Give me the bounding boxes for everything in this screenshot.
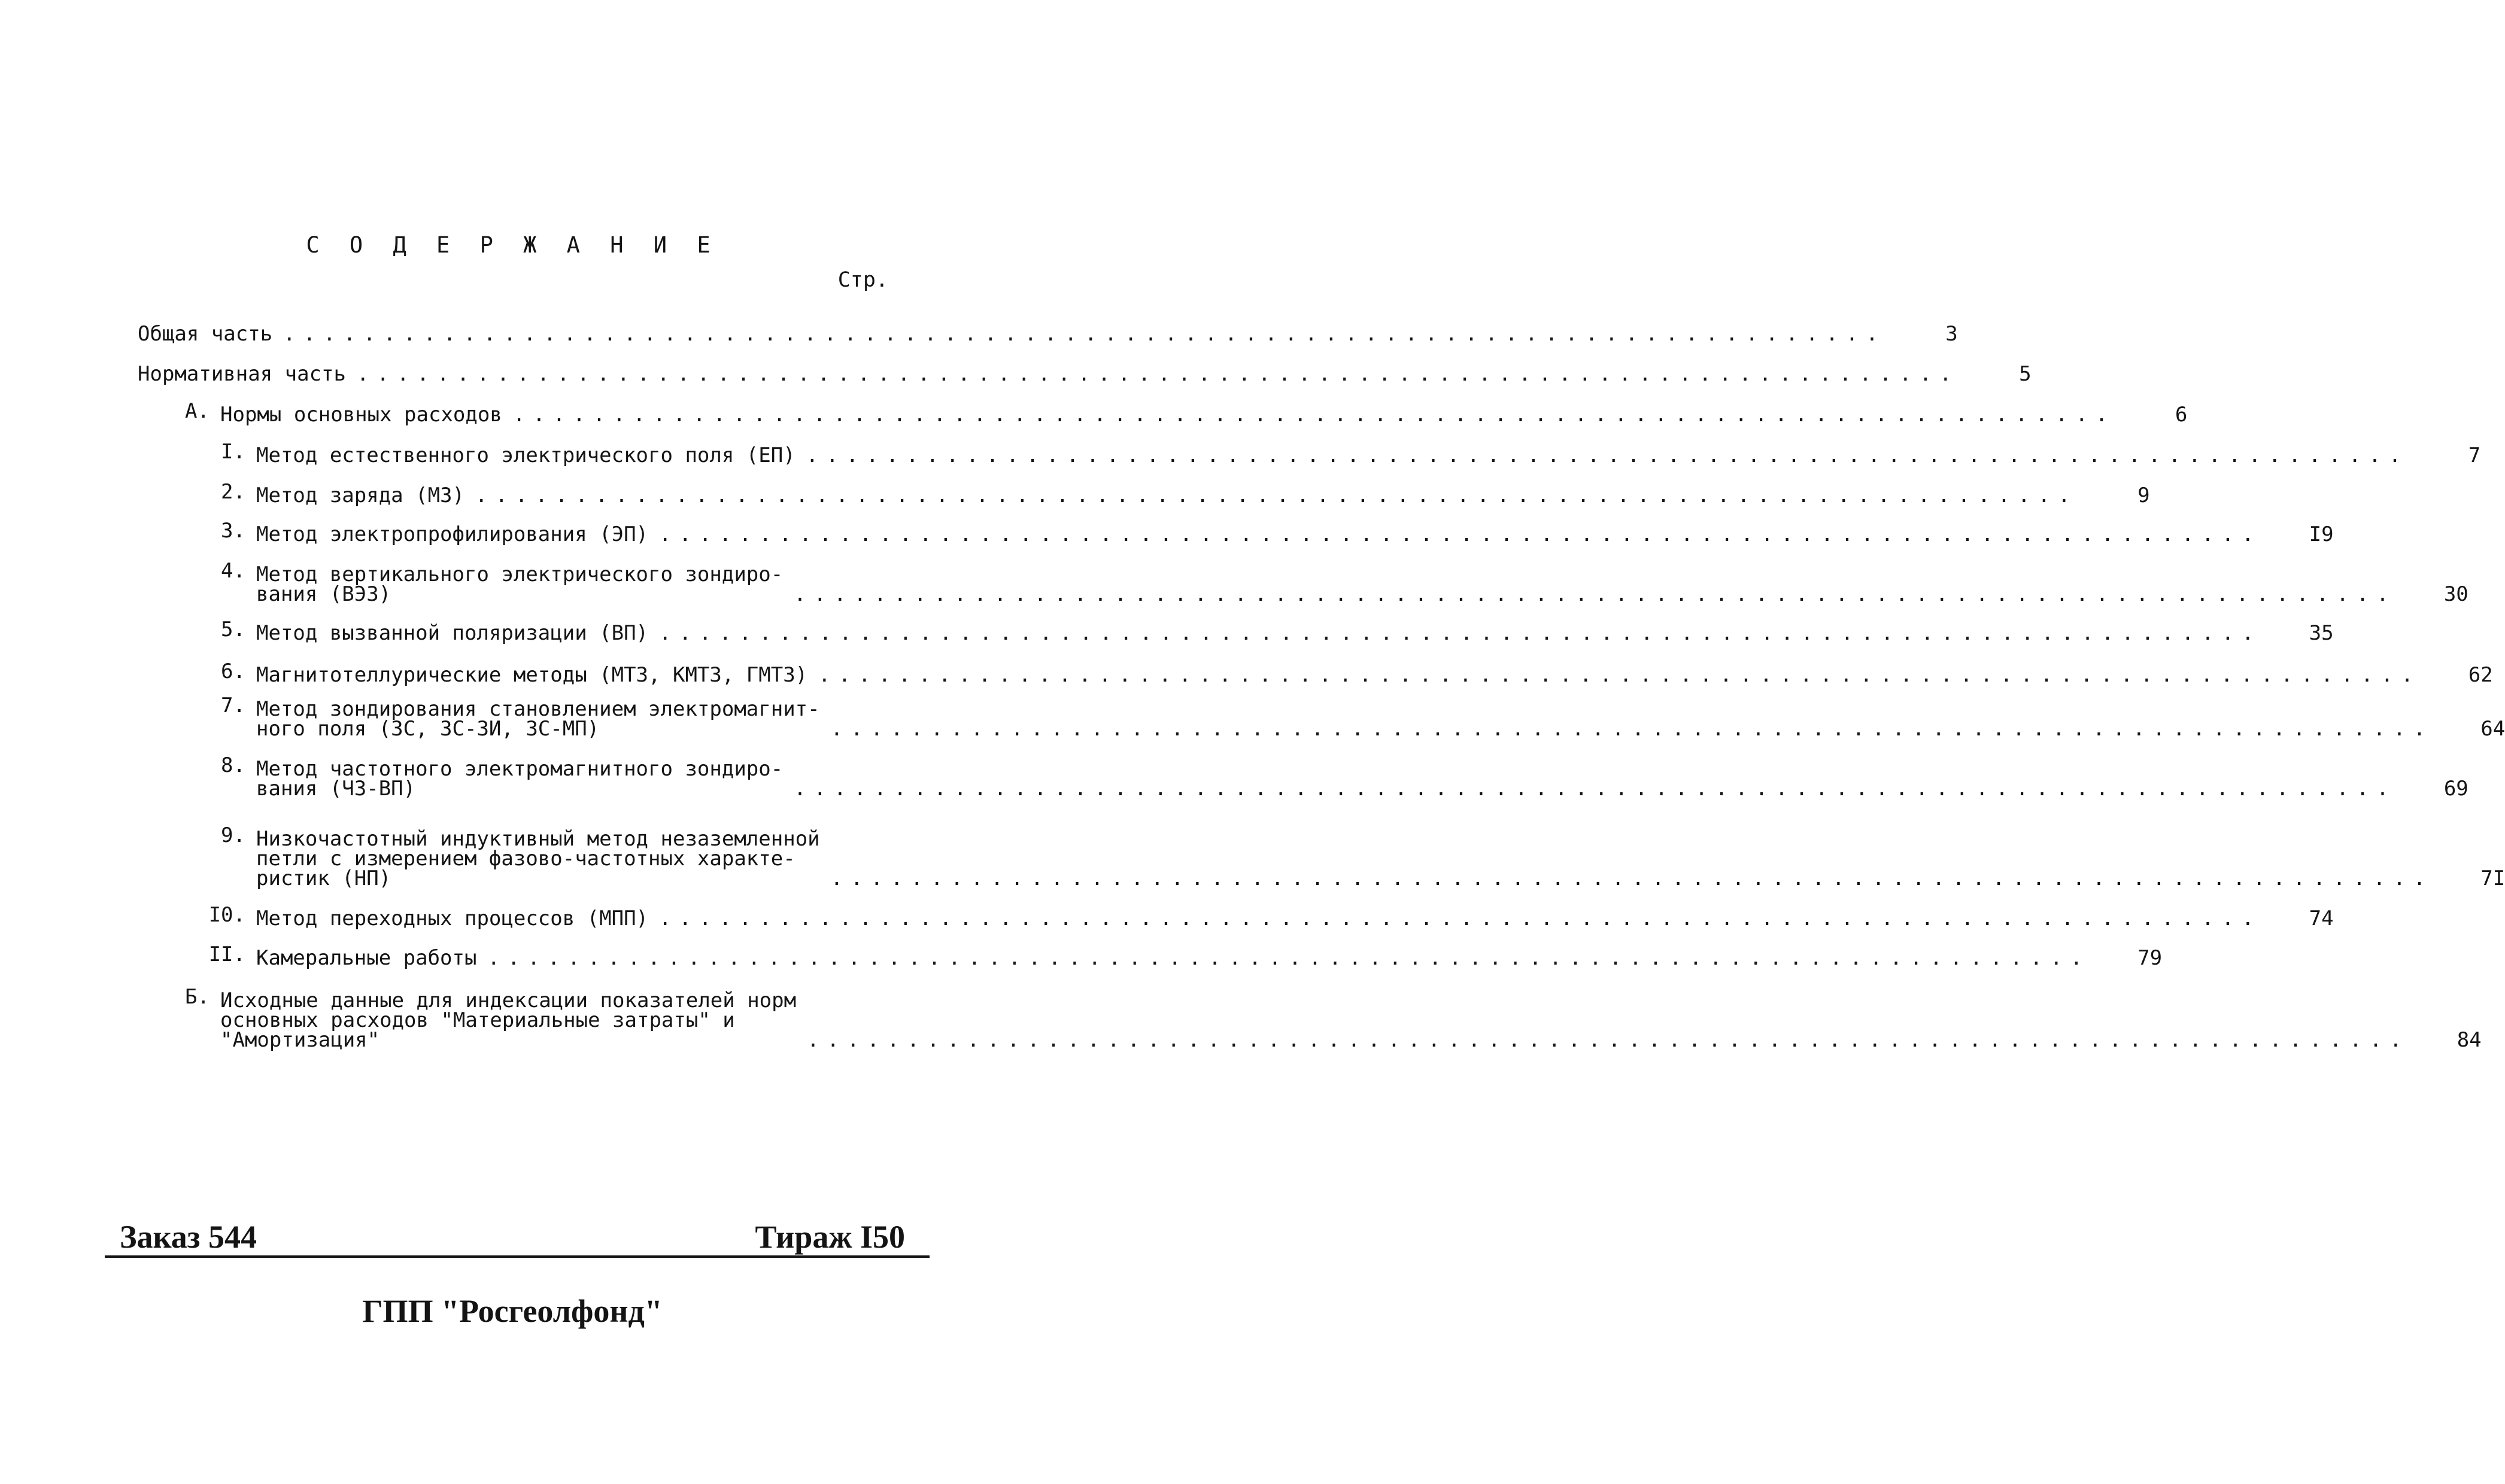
dot-leader: ................................................................................ — [487, 946, 2091, 970]
dot-leader: ................................................................................ — [818, 663, 2421, 687]
toc-entry-title: Магнитотеллурические методы (МТЗ, КМТЗ, ГМТЗ) — [256, 663, 808, 687]
dot-leader: ................................................................................ — [830, 866, 2434, 890]
toc-page-number: 5 — [2019, 362, 2032, 386]
toc-entry-number: II. — [208, 942, 245, 966]
dot-leader: ................................................................................ — [794, 582, 2397, 606]
toc-entry-number: А. — [185, 399, 209, 423]
toc-entry-number: 7. — [221, 694, 245, 717]
toc-entry — [198, 659, 2493, 687]
toc-page-number: 3 — [1945, 322, 1958, 346]
toc-entry — [162, 985, 2482, 1052]
toc-entry-title: петли с измерением фазово-частотных характе- — [256, 847, 795, 871]
toc-entry-number: I0. — [208, 903, 245, 927]
dot-leader: ................................................................................ — [659, 522, 2262, 546]
footer-rule — [105, 1255, 930, 1258]
toc-page-number: 69 — [2443, 777, 2468, 801]
toc-entry — [198, 694, 2505, 741]
toc-entry-title: Нормы основных расходов — [220, 403, 502, 427]
toc-entry-title: Метод заряда (МЗ) — [256, 483, 464, 507]
toc-entry-title: Нормативная часть — [138, 362, 346, 386]
toc-page-number: 30 — [2443, 582, 2468, 606]
toc-entry-title: ристик (НП) — [256, 866, 391, 890]
toc-page-number: 35 — [2309, 621, 2334, 645]
dot-leader: ................................................................................ — [357, 362, 1960, 386]
toc-entry — [198, 903, 2334, 930]
toc-page-number: 62 — [2468, 663, 2493, 687]
toc-entry-number: 6. — [221, 659, 245, 683]
toc-page-number: I9 — [2309, 522, 2334, 546]
dot-leader: ................................................................................ — [794, 777, 2397, 801]
toc-entry-title: вания (ЧЗ-ВП) — [256, 777, 416, 801]
toc-page-number: 7 — [2468, 443, 2481, 467]
toc-entry — [198, 823, 2505, 890]
toc-entry-title: "Амортизация" — [220, 1028, 380, 1052]
print-run: Тираж I50 — [755, 1219, 905, 1255]
toc-page-number: 74 — [2309, 907, 2334, 930]
toc-entry-title: Метод вызванной поляризации (ВП) — [256, 621, 649, 645]
toc-entry-title: Метод зондирования становлением электромагнит- — [256, 697, 820, 721]
toc-entry-number: 9. — [221, 823, 245, 847]
toc-entry-number: 5. — [221, 618, 245, 641]
toc-entry — [198, 559, 2468, 606]
dot-leader: ................................................................................ — [283, 322, 1886, 346]
toc-entry-title: Общая часть — [138, 322, 273, 346]
dot-leader: ................................................................................ — [830, 717, 2434, 741]
toc-page-number: 7I — [2480, 866, 2505, 890]
toc-entry — [198, 440, 2481, 467]
contents-title: С О Д Е Р Ж А Н И Е — [306, 232, 719, 258]
toc-page-number: 9 — [2137, 483, 2150, 507]
dot-leader: ................................................................................ — [659, 621, 2262, 645]
toc-entry-number: 2. — [221, 480, 245, 504]
toc-page-number: 6 — [2175, 403, 2188, 427]
toc-entry-title: ного поля (ЗС, ЗС-ЗИ, ЗС-МП) — [256, 717, 600, 741]
toc-page-number: 79 — [2137, 946, 2163, 970]
toc-entry-title: Метод электропрофилирования (ЭП) — [256, 522, 649, 546]
toc-entry-number: 3. — [221, 519, 245, 543]
toc-entry-title: Низкочастотный индуктивный метод незаземленной — [256, 827, 820, 851]
toc-entry-number: I. — [221, 440, 245, 464]
toc-page-number: 64 — [2480, 717, 2505, 741]
toc-entry-title: Метод естественного электрического поля (ЕП) — [256, 443, 795, 467]
toc-entry — [198, 942, 2163, 970]
toc-entry-number: 4. — [221, 559, 245, 583]
toc-page-number: 84 — [2457, 1028, 2482, 1052]
toc-entry — [138, 321, 1958, 346]
toc-entry — [198, 753, 2468, 801]
toc-entry-title: основных расходов "Материальные затраты" и — [220, 1008, 735, 1032]
toc-entry — [138, 361, 2032, 386]
toc-entry-number: 8. — [221, 753, 245, 777]
toc-entry-number: Б. — [185, 985, 209, 1009]
toc-entry-title: Метод переходных процессов (МПП) — [256, 907, 649, 930]
toc-entry-title: Метод частотного электромагнитного зондиро- — [256, 757, 784, 781]
toc-entry-title: вания (ВЭЗ) — [256, 582, 391, 606]
page-column-header: Стр. — [837, 268, 888, 292]
dot-leader: ................................................................................ — [512, 403, 2116, 427]
toc-entry-title: Метод вертикального электрического зондиро- — [256, 562, 784, 586]
toc-entry — [198, 519, 2334, 546]
order-number: Заказ 544 — [120, 1219, 257, 1255]
toc-entry-title: Исходные данные для индексации показателей норм — [220, 989, 797, 1012]
dot-leader: ................................................................................ — [806, 443, 2409, 467]
dot-leader: ................................................................................ — [475, 483, 2078, 507]
publisher-name: ГПП "Росгеолфонд" — [362, 1293, 663, 1329]
dot-leader: ................................................................................ — [659, 907, 2262, 930]
toc-entry — [198, 618, 2334, 645]
toc-entry — [198, 480, 2150, 507]
toc-entry — [162, 399, 2188, 427]
toc-entry-title: Камеральные работы — [256, 946, 477, 970]
dot-leader: ................................................................................ — [807, 1028, 2410, 1052]
